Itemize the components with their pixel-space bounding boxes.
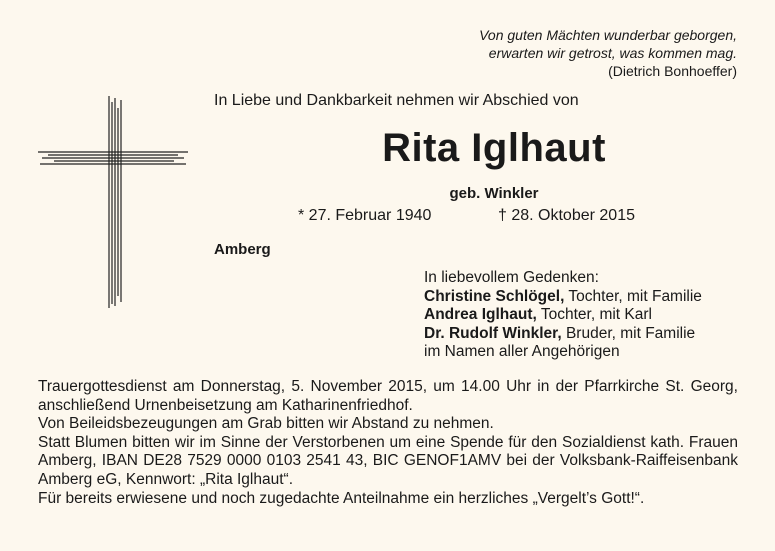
maiden-name: geb. Winkler [449, 185, 539, 202]
mourner-name: Dr. Rudolf Winkler, [424, 324, 562, 342]
deceased-name: Rita Iglhaut [382, 126, 606, 170]
mourners-closing: im Namen aller Angehörigen [424, 343, 620, 361]
mourners-heading: In liebevollem Gedenken: [424, 269, 599, 286]
quote-line-1: Von guten Mächten wunderbar geborgen, [479, 27, 737, 43]
quote-author: (Dietrich Bonhoeffer) [608, 63, 737, 79]
condolence-paragraph: Von Beileidsbezeugungen am Grab bitten wir Abstand zu nehmen. [38, 415, 494, 433]
mourner-row [424, 325, 702, 344]
service-paragraph: Trauergottesdienst am Donnerstag, 5. November 2015, um 14.00 Uhr in der Pfarrkirche St. Georg, anschließend Urnenbeisetzung am Katharinenfriedhof. [38, 378, 738, 414]
cross-icon [38, 96, 188, 308]
mourner-row [424, 288, 702, 307]
donation-paragraph: Statt Blumen bitten wir im Sinne der Verstorbenen um eine Spende für den Sozialdienst kath. Frauen Amberg, IBAN DE28 7529 0000 0103 2541 43, BIC GENOF1AMV bei der Volksbank-Raiffeisenbank Amberg eG, Kennwort: „Rita Iglhaut“. [38, 433, 738, 488]
quote-line-2: erwarten wir getrost, was kommen mag. [488, 45, 737, 61]
mourner-row [424, 306, 702, 325]
mourner-name: Christine Schlögel, [424, 287, 565, 305]
intro-text: In Liebe und Dankbarkeit nehmen wir Abschied von [214, 92, 579, 109]
residence-city: Amberg [214, 241, 271, 258]
birth-date: * 27. Februar 1940 [298, 207, 432, 224]
epigraph-quote [479, 26, 737, 80]
mourner-name: Andrea Iglhaut, [424, 306, 537, 324]
mourners-list [424, 269, 702, 362]
death-date: † 28. Oktober 2015 [498, 207, 635, 224]
mourner-relation: Tochter, mit Karl [536, 306, 652, 324]
thanks-paragraph: Für bereits erwiesene und noch zugedachte Anteilnahme ein herzliches „Vergelt’s Gott!“. [38, 489, 645, 507]
mourner-relation: Bruder, mit Familie [561, 324, 696, 342]
notice-body [38, 378, 738, 508]
mourner-relation: Tochter, mit Familie [564, 287, 702, 305]
